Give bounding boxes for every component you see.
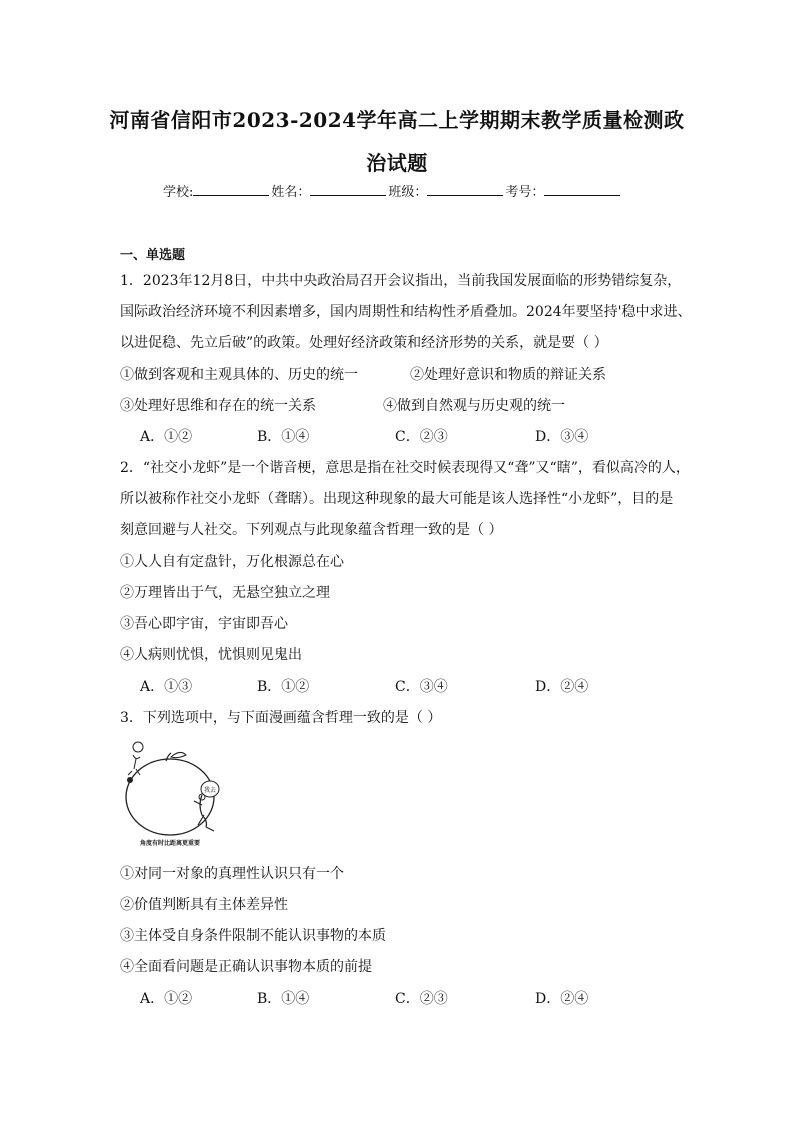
section-title: 一、单选题 bbox=[120, 248, 186, 263]
page-title-line2: 治试题 bbox=[366, 151, 428, 175]
q1-choices bbox=[140, 426, 660, 446]
exam-number-field[interactable] bbox=[544, 182, 620, 196]
q3-choice-a[interactable]: A．①② bbox=[140, 991, 193, 1007]
q2-choice-a[interactable]: A．①③ bbox=[140, 679, 193, 695]
q2-choice-b[interactable]: B．①② bbox=[257, 679, 310, 695]
q2-stem-line1: 2．“社交小龙虾”是一个谐音梗，意思是指在社交时候表现得又“聋”又“瞎”，看似高冷的人， bbox=[120, 460, 690, 476]
name-field[interactable] bbox=[310, 182, 386, 196]
q1-option-2: ②处理好意识和物质的辩证关系 bbox=[410, 367, 606, 383]
q1-choice-c[interactable]: C．②③ bbox=[395, 429, 448, 445]
q1-choice-a[interactable]: A．①② bbox=[140, 429, 193, 445]
name-label: 姓名： bbox=[271, 185, 311, 200]
class-label: 班级： bbox=[388, 185, 428, 200]
q2-choice-d[interactable]: D．②④ bbox=[535, 679, 589, 695]
q3-choice-b[interactable]: B．①④ bbox=[257, 991, 310, 1007]
q3-choice-c[interactable]: C．②③ bbox=[395, 991, 448, 1007]
q3-choices bbox=[140, 988, 660, 1008]
q1-choice-b[interactable]: B．①④ bbox=[257, 429, 310, 445]
q2-option-3: ③吾心即宇宙，宇宙即吾心 bbox=[120, 616, 288, 632]
q2-stem-line3: 刻意回避与人社交。下列观点与此现象蕴含哲理一致的是（ ） bbox=[120, 522, 503, 538]
q2-choices bbox=[140, 676, 660, 696]
q1-stem-line2: 国际政治经济环境不利因素增多，国内周期性和结构性矛盾叠加。2024年要坚持'稳中求进、 bbox=[120, 304, 692, 320]
q1-stem-line1: 1．2023年12月8日，中共中央政治局召开会议指出，当前我国发展面临的形势错综复杂， bbox=[120, 273, 682, 289]
q3-choice-d[interactable]: D．②④ bbox=[535, 991, 589, 1007]
q2-option-1: ①人人自有定盘针，万化根源总在心 bbox=[120, 554, 344, 570]
exam-number-label: 考号： bbox=[505, 185, 545, 200]
cartoon-speech-text: 我去 bbox=[203, 787, 217, 794]
q3-option-2: ②价值判断具有主体差异性 bbox=[120, 897, 288, 913]
cartoon-caption: 角度有时比距离更重要 bbox=[139, 840, 201, 847]
class-field[interactable] bbox=[427, 182, 503, 196]
cartoon-image bbox=[118, 735, 223, 850]
q1-choice-d[interactable]: D．③④ bbox=[535, 429, 589, 445]
q3-stem: 3．下列选项中，与下面漫画蕴含哲理一致的是（ ） bbox=[120, 710, 442, 726]
school-field[interactable] bbox=[193, 182, 269, 196]
school-label: 学校: bbox=[163, 185, 194, 200]
q2-option-2: ②万理皆出于气，无悬空独立之理 bbox=[120, 585, 330, 601]
page-title-line1: 河南省信阳市2023-2024学年高二上学期期末教学质量检测政 bbox=[109, 108, 685, 132]
q3-option-3: ③主体受自身条件限制不能认识事物的本质 bbox=[120, 928, 386, 944]
q1-option-1: ①做到客观和主观具体的、历史的统一 bbox=[120, 367, 358, 383]
q1-stem-line3: 以进促稳、先立后破”的政策。处理好经济政策和经济形势的关系，就是要（ ） bbox=[120, 335, 608, 351]
q2-stem-line2: 所以被称作社交小龙虾（聋瞎）。出现这种现象的最大可能是该人选择性“小龙虾”，目的是 bbox=[120, 491, 674, 507]
q3-option-4: ④全面看问题是正确认识事物本质的前提 bbox=[120, 959, 372, 975]
q1-option-3: ③处理好思维和存在的统一关系 bbox=[120, 398, 316, 414]
q2-option-4: ④人病则忧惧，忧惧则见鬼出 bbox=[120, 647, 302, 663]
student-info-row bbox=[163, 181, 622, 200]
q1-option-4: ④做到自然观与历史观的统一 bbox=[383, 398, 565, 414]
q3-option-1: ①对同一对象的真理性认识只有一个 bbox=[120, 866, 344, 882]
q2-choice-c[interactable]: C．③④ bbox=[395, 679, 448, 695]
